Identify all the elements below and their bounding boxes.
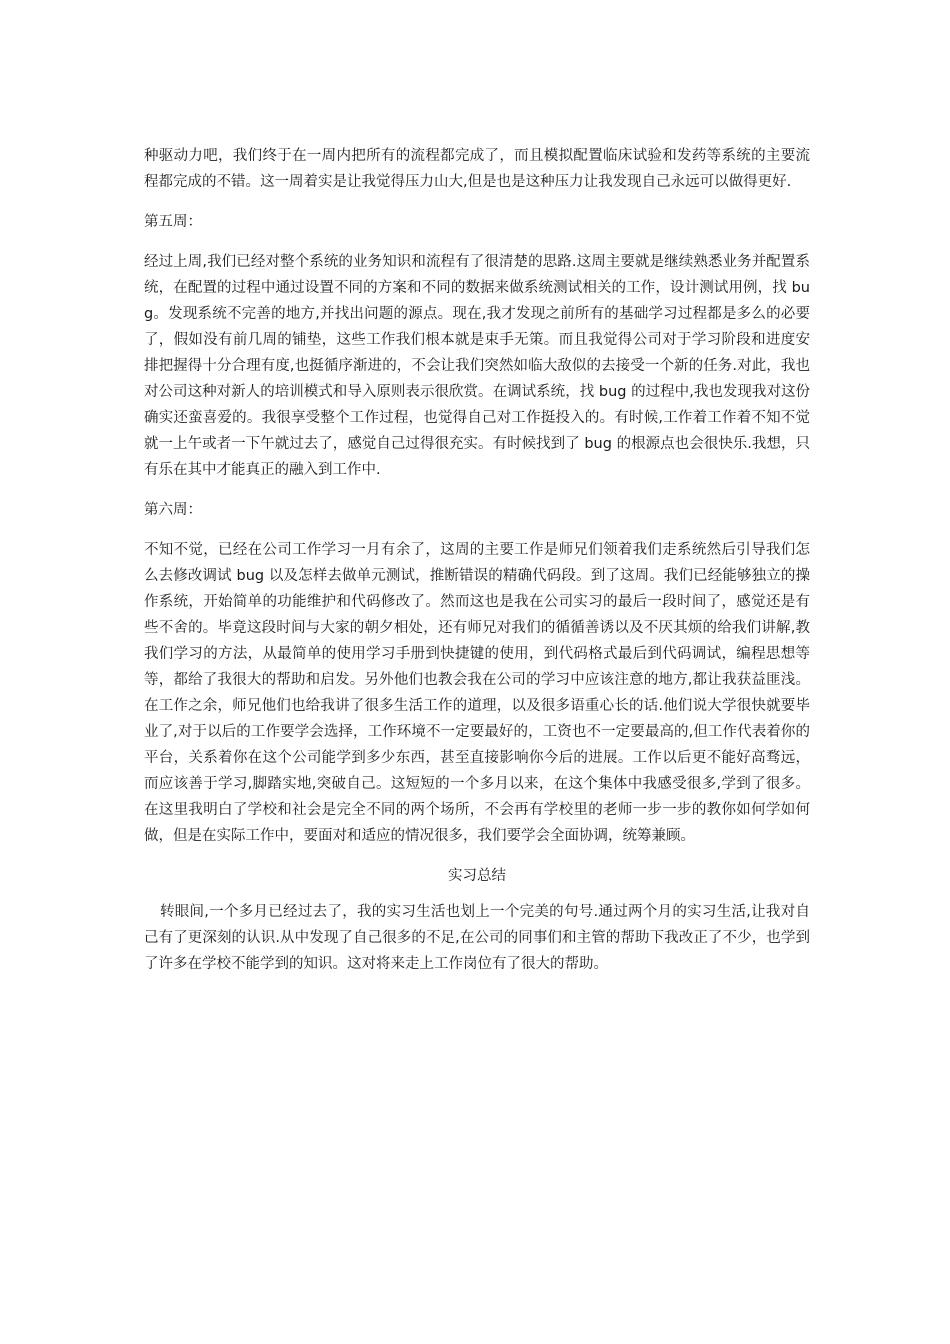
week6-paragraph: 不知不觉，已经在公司工作学习一月有余了，这周的主要工作是师兄们领着我们走系统然后引导我们怎么去修改调试 bug 以及怎样去做单元测试，推断错误的精确代码段。到了这周。我们已经能够独立的操作系统，开始简单的功能维护和代码修改了。然而这也是我在公司实习的最后一段时间了，感觉还是有些不舍的。毕竟这段时间与大家的朝夕相处，还有师兄对我们的循循善诱以及不厌其烦的给我们讲解,教我们学习的方法，从最简单的使用学习手册到快捷键的使用，到代码格式最后到代码调试，编程思想等等，都给了我很大的帮助和启发。另外他们也教会我在公司的学习中应该注意的地方,都让我获益匪浅。在工作之余，师兄他们也给我讲了很多生活工作的道理，以及很多语重心长的话.他们说大学很快就要毕业了,对于以后的工作要学会选择，工作环境不一定要最好的，工资也不一定要最高的,但工作代表着你的平台，关系着你在这个公司能学到多少东西，甚至直接影响你今后的进展。工作以后更不能好高骛远，而应该善于学习,脚踏实地,突破自己。这短短的一个多月以来，在这个集体中我感受很多,学到了很多。在这里我明白了学校和社会是完全不同的两个场所，不会再有学校里的老师一步一步的教你如何学如何做，但是在实际工作中，要面对和适应的情况很多，我们要学会全面协调，统筹兼顾。 <box>144 542 810 844</box>
week6-heading: 第六周： <box>144 502 202 518</box>
summary-paragraph: 转眼间,一个多月已经过去了，我的实习生活也划上一个完美的句号.通过两个月的实习生活,让我对自己有了更深刻的认识.从中发现了自己很多的不足,在公司的同事们和主管的帮助下我改正了不少，也学到了许多在学校不能学到的知识。这对将来走上工作岗位有了很大的帮助。 <box>144 904 810 972</box>
document-page <box>144 143 810 991</box>
summary-title: 实习总结 <box>448 868 506 884</box>
intro-paragraph: 种驱动力吧，我们终于在一周内把所有的流程都完成了，而且模拟配置临床试验和发药等系统的主要流程都完成的不错。这一周着实是让我觉得压力山大,但是也是这种压力让我发现自己永远可以做得更好. <box>144 148 810 190</box>
week5-heading: 第五周： <box>144 214 202 230</box>
week5-paragraph: 经过上周,我们已经对整个系统的业务知识和流程有了很清楚的思路.这周主要就是继续熟悉业务并配置系统，在配置的过程中通过设置不同的方案和不同的数据来做系统测试相关的工作，设计测试用例，找 bug。发现系统不完善的地方,并找出问题的源点。现在,我才发现之前所有的基础学习过程都是多么的必要了，假如没有前几周的铺垫，这些工作我们根本就是束手无策。而且我觉得公司对于学习阶段和进度安排把握得十分合理有度,也挺循序渐进的，不会让我们突然如临大敌似的去接受一个新的任务.对此，我也对公司这种对新人的培训模式和导入原则表示很欣赏。在调试系统，找 bug 的过程中,我也发现我对这份确实还蛮喜爱的。我很享受整个工作过程，也觉得自己对工作挺投入的。有时候,工作着工作着不知不觉就一上午或者一下午就过去了，感觉自己过得很充实。有时候找到了 bug 的根源点也会很快乐.我想，只有乐在其中才能真正的融入到工作中. <box>144 254 810 478</box>
